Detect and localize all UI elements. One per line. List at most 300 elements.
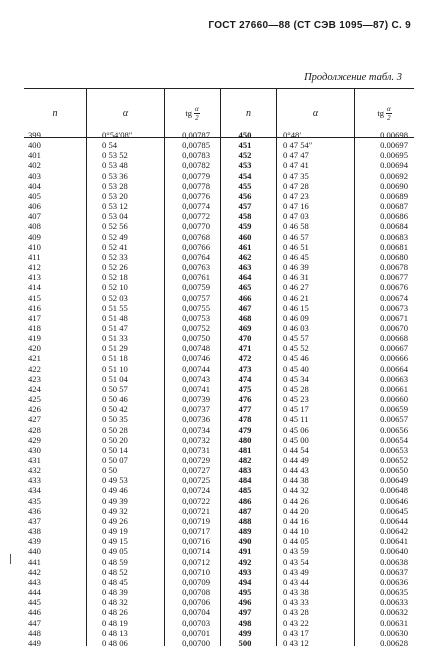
table-cell: 0,00716: [182, 536, 210, 547]
table-cell: 0.00673: [380, 302, 408, 313]
table-cell: 0 44 20: [283, 505, 309, 516]
left-tg-column: [160, 130, 210, 648]
table-cell: 0.00681: [380, 241, 408, 252]
table-cell: 0.00642: [380, 526, 408, 537]
table-cell: 469: [238, 322, 252, 333]
table-cell: 434: [28, 485, 41, 496]
table-cell: 460: [238, 231, 252, 242]
table-cell: 489: [238, 526, 252, 537]
table-cell: 0 43 28: [283, 607, 309, 618]
table-cell: 0.00648: [380, 485, 408, 496]
table-cell: 0 49 39: [102, 495, 128, 506]
table-cell: 459: [238, 221, 252, 232]
table-cell: 0,00731: [182, 444, 210, 455]
table-cell: 422: [28, 363, 41, 374]
table-cell: 0.00686: [380, 211, 408, 222]
table-cell: 0,00721: [182, 505, 210, 516]
table-cell: 0 50 28: [102, 424, 128, 435]
table-cell: 0 45 40: [283, 363, 309, 374]
table-cell: 0 48 39: [102, 587, 128, 598]
table-cell: 0 49 53: [102, 475, 128, 486]
table-cell: 0 45 46: [283, 353, 309, 364]
table-cell: 407: [28, 211, 41, 222]
table-cell: 0 44 54: [283, 444, 309, 455]
table-cell: 0 43 17: [283, 627, 309, 638]
table-cell: 466: [238, 292, 252, 303]
table-cell: 0 51 48: [102, 312, 128, 323]
table-cell: 483: [238, 465, 252, 476]
table-cell: 479: [238, 424, 252, 435]
table-cell: 0.00692: [380, 170, 408, 181]
table-cell: 0°48′: [283, 130, 302, 140]
table-cell: 0.00650: [380, 465, 408, 476]
table-cell: 0 47 28: [283, 180, 309, 191]
table-cell: 0,00750: [182, 333, 210, 344]
table-cell: 498: [238, 617, 252, 628]
table-cell: 0 43 22: [283, 617, 309, 628]
table-cell: 0 43 49: [283, 566, 309, 577]
table-cell: 0 44 49: [283, 455, 309, 465]
table-cell: 0°54′08″: [102, 130, 133, 140]
left-alpha-column: [102, 130, 162, 648]
table-cell: 0 52 26: [102, 262, 128, 273]
table-cell: 0,00772: [182, 211, 210, 222]
table-cell: 0 52 33: [102, 251, 128, 262]
table-cell: 416: [28, 302, 41, 313]
table-cell: 497: [238, 607, 252, 618]
table-cell: 0 49 26: [102, 515, 128, 526]
table-cell: 0 49 05: [102, 546, 128, 557]
table-cell: 490: [238, 536, 252, 547]
table-cell: 499: [238, 627, 252, 638]
table-cell: 449: [28, 637, 41, 648]
table-cell: 0.00630: [380, 627, 408, 638]
table-cell: 402: [28, 160, 41, 171]
table-cell: 403: [28, 170, 41, 181]
column-divider: [220, 136, 221, 646]
table-cell: 411: [28, 251, 41, 262]
table-cell: 0 47 47: [283, 150, 309, 161]
table-cell: 419: [28, 333, 41, 344]
table-cell: 412: [28, 262, 41, 273]
table-cell: 0 44 26: [283, 495, 309, 506]
table-cell: 0 51 10: [102, 363, 128, 374]
table-cell: 444: [28, 587, 41, 598]
table-cell: 0.00659: [380, 404, 408, 415]
table-cell: 0.00677: [380, 272, 408, 283]
table-cell: 0 46 39: [283, 262, 309, 273]
table-cell: 0 45 17: [283, 404, 309, 415]
table-cell: 0.00644: [380, 515, 408, 526]
table-cell: 0,00763: [182, 262, 210, 273]
table-cell: 429: [28, 434, 41, 445]
table-cell: 0,00729: [182, 455, 210, 465]
table-cell: 0 47 54″: [283, 140, 313, 151]
table-cell: 0,00706: [182, 597, 210, 608]
table-cell: 0 44 43: [283, 465, 309, 476]
table-cell: 0 43 44: [283, 576, 309, 587]
table-cell: 0.00653: [380, 444, 408, 455]
table-cell: 451: [238, 140, 252, 151]
table-cell: 482: [238, 455, 252, 465]
table-cell: 413: [28, 272, 41, 283]
tg-label: tg: [185, 108, 192, 118]
tg-fraction-right: [386, 105, 392, 122]
table-cell: 0.00697: [380, 140, 408, 151]
table-cell: 0.00660: [380, 394, 408, 405]
table-cell: 441: [28, 556, 41, 567]
column-divider: [276, 136, 277, 646]
table-cell: 0.00671: [380, 312, 408, 323]
table-cell: 0,00719: [182, 515, 210, 526]
table-cell: 0 46 45: [283, 251, 309, 262]
right-n-column: [230, 130, 260, 648]
table-cell: 442: [28, 566, 41, 577]
table-cell: 452: [238, 150, 252, 161]
table-cell: 428: [28, 424, 41, 435]
table-cell: 0.00656: [380, 424, 408, 435]
table-cell: 0,00739: [182, 394, 210, 405]
table-cell: 0 52 10: [102, 282, 128, 293]
table-cell: 0 46 03: [283, 322, 309, 333]
table-cell: 406: [28, 201, 41, 212]
table-cell: 0,00752: [182, 322, 210, 333]
table-cell: 0 50: [102, 465, 118, 476]
table-cell: 0,00727: [182, 465, 210, 476]
table-cell: 0.00666: [380, 353, 408, 364]
table-cell: 0 45 52: [283, 343, 309, 354]
table-cell: 468: [238, 312, 252, 323]
table-cell: 0 43 33: [283, 597, 309, 608]
table-cell: 435: [28, 495, 41, 506]
table-cell: 453: [238, 160, 252, 171]
table-cell: 0.00683: [380, 231, 408, 242]
table-cell: 447: [28, 617, 41, 628]
table-cell: 0,00732: [182, 434, 210, 445]
table-cell: 0 51 33: [102, 333, 128, 344]
table-cell: 0,00737: [182, 404, 210, 415]
table-cell: 0.00668: [380, 333, 408, 344]
table-cell: 487: [238, 505, 252, 516]
table-cell: 0,00755: [182, 302, 210, 313]
table-cell: 0,00708: [182, 587, 210, 598]
table-cell: 0 53 12: [102, 201, 128, 212]
table-cell: 486: [238, 495, 252, 506]
table-cell: 0 46 58: [283, 221, 309, 232]
table-cell: 0 53 52: [102, 150, 128, 161]
table-cell: 0 48 45: [102, 576, 128, 587]
table-continuation-caption: Продолжение табл. 3: [304, 72, 402, 83]
table-cell: 0,00710: [182, 566, 210, 577]
table-cell: 436: [28, 505, 41, 516]
table-cell: 496: [238, 597, 252, 608]
table-cell: 0 49 19: [102, 526, 128, 537]
table-cell: 420: [28, 343, 41, 354]
table-cell: 0,00785: [182, 140, 210, 151]
column-header-n-right: n: [220, 89, 276, 137]
table-cell: 405: [28, 190, 41, 201]
column-header-n: n: [52, 107, 58, 119]
table-cell: 0.00674: [380, 292, 408, 303]
table-cell: 448: [28, 627, 41, 638]
table-cell: 471: [238, 343, 252, 354]
table-cell: 0,00725: [182, 475, 210, 486]
table-cell: 0,00709: [182, 576, 210, 587]
table-cell: 430: [28, 444, 41, 455]
tg-fraction-denominator-right: 2: [387, 113, 391, 122]
table-cell: 0,00744: [182, 363, 210, 374]
table-cell: 0.00676: [380, 282, 408, 293]
left-n-column: [28, 130, 68, 648]
table-cell: 0 54: [102, 140, 118, 151]
table-cell: 0 45 34: [283, 373, 309, 384]
table-cell: 0,00700: [182, 637, 210, 648]
table-cell: 0.00678: [380, 262, 408, 273]
table-cell: 431: [28, 455, 41, 465]
table-cell: 467: [238, 302, 252, 313]
table-cell: 0.00664: [380, 363, 408, 374]
table-cell: 0,00714: [182, 546, 210, 557]
table-cell: 424: [28, 383, 41, 394]
table-cell: 0.00695: [380, 150, 408, 161]
table-cell: 0 47 35: [283, 170, 309, 181]
column-header-alpha: α: [86, 89, 164, 137]
table-cell: 0,00759: [182, 282, 210, 293]
table-cell: 0.00680: [380, 251, 408, 262]
table-cell: 476: [238, 394, 252, 405]
table-cell: 0 46 27: [283, 282, 309, 293]
table-cell: 409: [28, 231, 41, 242]
table-cell: 477: [238, 404, 252, 415]
table-cell: 478: [238, 414, 252, 425]
table-cell: 0 47 03: [283, 211, 309, 222]
table-cell: 0.00633: [380, 597, 408, 608]
table-cell: 0 43 12: [283, 637, 309, 648]
table-cell: 0,00736: [182, 414, 210, 425]
table-cell: 0.00694: [380, 160, 408, 171]
table-cell: 0 50 42: [102, 404, 128, 415]
table-cell: 461: [238, 241, 252, 252]
table-cell: 0 51 47: [102, 322, 128, 333]
table-cell: 0,00734: [182, 424, 210, 435]
table-cell: 0.00635: [380, 587, 408, 598]
column-divider: [86, 136, 87, 646]
table-cell: 440: [28, 546, 41, 557]
table-cell: 0 49 32: [102, 505, 128, 516]
table-cell: 439: [28, 536, 41, 547]
table-cell: 0.00637: [380, 566, 408, 577]
table-cell: 0,00766: [182, 241, 210, 252]
table-cell: 0 52 03: [102, 292, 128, 303]
table-cell: 0 43 54: [283, 556, 309, 567]
table-cell: 480: [238, 434, 252, 445]
table-cell: 0 53 04: [102, 211, 128, 222]
page-header: ГОСТ 27660—88 (СТ СЭВ 1095—87) С. 9: [208, 20, 411, 31]
table-cell: 0 48 26: [102, 607, 128, 618]
tg-label-right: tg: [377, 108, 384, 118]
table-cell: 0 45 28: [283, 383, 309, 394]
table-cell: 495: [238, 587, 252, 598]
table-cell: 0 44 10: [283, 526, 309, 537]
table-cell: 457: [238, 201, 252, 212]
table-cell: 0 46 15: [283, 302, 309, 313]
table-cell: 0 51 29: [102, 343, 128, 354]
table-cell: 0 45 23: [283, 394, 309, 405]
table-cell: 0 43 59: [283, 546, 309, 557]
table-cell: 0,00746: [182, 353, 210, 364]
table-cell: 0.00652: [380, 455, 408, 465]
table-cell: 427: [28, 414, 41, 425]
table-cell: 0.00631: [380, 617, 408, 628]
table-cell: 0 52 41: [102, 241, 128, 252]
right-alpha-column: [283, 130, 347, 648]
table-cell: 0.00649: [380, 475, 408, 486]
table-cell: 0,00717: [182, 526, 210, 537]
table-cell: 0 46 21: [283, 292, 309, 303]
table-cell: 0,00757: [182, 292, 210, 303]
table-cell: 425: [28, 394, 41, 405]
table-cell: 0 52 56: [102, 221, 128, 232]
table-cell: 470: [238, 333, 252, 344]
table-cell: 0 53 28: [102, 180, 128, 191]
table-cell: 0,00770: [182, 221, 210, 232]
table-cell: 0,00724: [182, 485, 210, 496]
table-cell: 437: [28, 515, 41, 526]
table-cell: 492: [238, 556, 252, 567]
table-cell: 0 50 35: [102, 414, 128, 425]
table-cell: 0,00783: [182, 150, 210, 161]
table-cell: 0 51 55: [102, 302, 128, 313]
table-cell: 473: [238, 363, 252, 374]
table-cell: 0 53 48: [102, 160, 128, 171]
column-header-alpha-right: α: [276, 89, 354, 137]
table-cell: 491: [238, 546, 252, 557]
table-cell: 462: [238, 251, 252, 262]
tg-fraction-numerator-right: α: [386, 104, 391, 113]
table-cell: 0,00748: [182, 343, 210, 354]
tg-fraction-denominator: 2: [195, 113, 199, 122]
table-cell: 415: [28, 292, 41, 303]
table-cell: 0 44 16: [283, 515, 309, 526]
table-cell: 0.00645: [380, 505, 408, 516]
table-cell: 443: [28, 576, 41, 587]
table-cell: 417: [28, 312, 41, 323]
table-cell: 414: [28, 282, 41, 293]
table-cell: 421: [28, 353, 41, 364]
table-cell: 0.00640: [380, 546, 408, 557]
table-cell: 410: [28, 241, 41, 252]
table-cell: 438: [28, 526, 41, 537]
table-cell: 485: [238, 485, 252, 496]
table-cell: 0 53 36: [102, 170, 128, 181]
table-cell: 0,00768: [182, 231, 210, 242]
table-cell: 472: [238, 353, 252, 364]
table-cell: 0,00703: [182, 617, 210, 628]
table-cell: 454: [238, 170, 252, 181]
table-cell: 463: [238, 262, 252, 273]
table-cell: 426: [28, 404, 41, 415]
table-cell: 404: [28, 180, 41, 191]
table-cell: 488: [238, 515, 252, 526]
table-cell: 0 47 41: [283, 160, 309, 171]
tg-fraction-numerator: α: [194, 104, 199, 113]
table-cell: 0 53 20: [102, 190, 128, 201]
table-cell: 0.00670: [380, 322, 408, 333]
table-cell: 0.00646: [380, 495, 408, 506]
table-cell: 418: [28, 322, 41, 333]
table-cell: 475: [238, 383, 252, 394]
table-cell: 0 48 52: [102, 566, 128, 577]
table-cell: 0,00774: [182, 201, 210, 212]
table-cell: 494: [238, 576, 252, 587]
table-cell: 432: [28, 465, 41, 476]
table-cell: 401: [28, 150, 41, 161]
table-cell: 0,00761: [182, 272, 210, 283]
table-cell: 0 50 20: [102, 434, 128, 445]
table-cell: 455: [238, 180, 252, 191]
table-cell: 0 44 38: [283, 475, 309, 486]
table-cell: 0.00654: [380, 434, 408, 445]
table-cell: 0.00641: [380, 536, 408, 547]
table-cell: 0 46 51: [283, 241, 309, 252]
table-cell: 0.00684: [380, 221, 408, 232]
table-cell: 0 51 18: [102, 353, 128, 364]
table-cell: 0.00663: [380, 373, 408, 384]
table-cell: 0,00741: [182, 383, 210, 394]
table-cell: 0 48 19: [102, 617, 128, 628]
table-cell: 0,00712: [182, 556, 210, 567]
table-cell: 474: [238, 373, 252, 384]
table-cell: 0,00743: [182, 373, 210, 384]
table-cell: 464: [238, 272, 252, 283]
right-tg-column: [350, 130, 408, 648]
table-cell: 0,00787: [182, 130, 210, 140]
table-cell: 0.00698: [380, 130, 408, 140]
table-cell: 465: [238, 282, 252, 293]
table-cell: 0,00701: [182, 627, 210, 638]
table-cell: 0 48 13: [102, 627, 128, 638]
table-cell: 0 49 15: [102, 536, 128, 547]
table-cell: 0,00782: [182, 160, 210, 171]
table-cell: 445: [28, 597, 41, 608]
table-cell: 0 50 14: [102, 444, 128, 455]
table-cell: 0 52 18: [102, 272, 128, 283]
table-cell: 0,00779: [182, 170, 210, 181]
table-cell: 0 51 04: [102, 373, 128, 384]
table-cell: 0.00638: [380, 556, 408, 567]
table-cell: 0.00690: [380, 180, 408, 191]
table-cell: 423: [28, 373, 41, 384]
table-cell: 0 45 06: [283, 424, 309, 435]
table-cell: 456: [238, 190, 252, 201]
table-cell: 0 48 32: [102, 597, 128, 608]
table-cell: 0.00628: [380, 637, 408, 648]
table-cell: 0 46 09: [283, 312, 309, 323]
table-cell: 399: [28, 130, 41, 140]
table-cell: 446: [28, 607, 41, 618]
table-cell: 0 48 59: [102, 556, 128, 567]
table-cell: 408: [28, 221, 41, 232]
table-cell: 0 50 07: [102, 455, 128, 465]
table-cell: 0 45 11: [283, 414, 309, 425]
table-cell: 0 43 38: [283, 587, 309, 598]
table-cell: 0.00657: [380, 414, 408, 425]
table-cell: 0,00778: [182, 180, 210, 191]
table-cell: 0 46 57: [283, 231, 309, 242]
table-cell: 0 50 57: [102, 383, 128, 394]
table-cell: 0,00753: [182, 312, 210, 323]
tg-fraction: [194, 105, 200, 122]
